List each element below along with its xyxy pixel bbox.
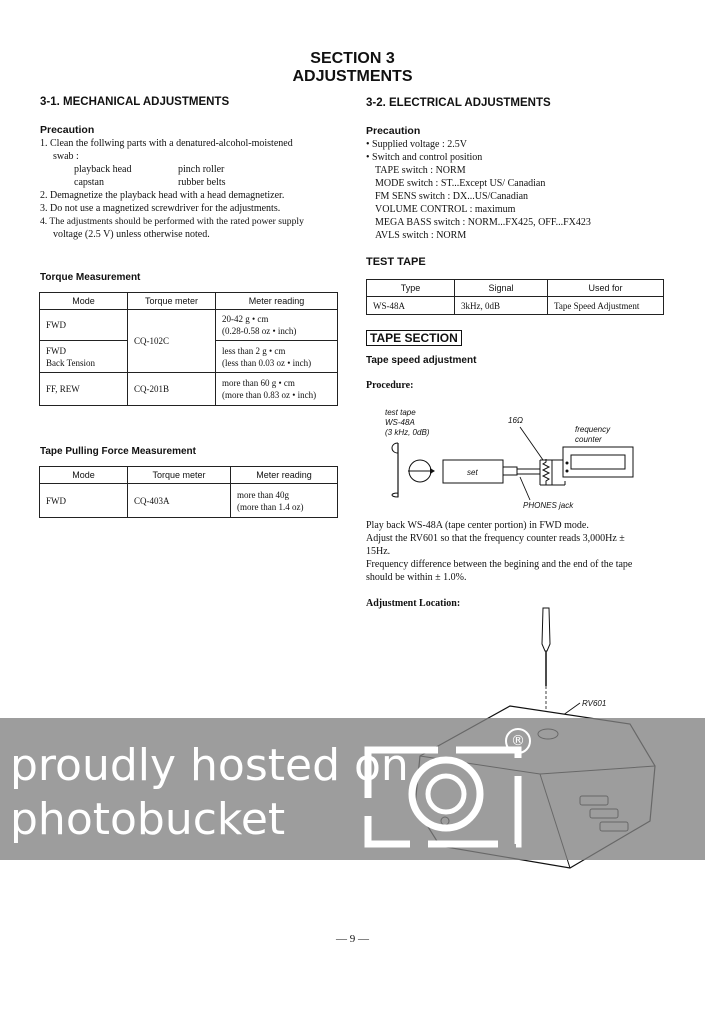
torque-mode-fwd-back [40,341,128,373]
part-capstan: capstan [74,177,104,188]
precaution-heading-left: Precaution [40,124,95,136]
diagram-label-counter-1: frequency [575,425,611,434]
torque-measurement-heading: Torque Measurement [40,272,141,283]
part-pinch-roller: pinch roller [178,164,225,175]
torque-reading-1 [216,310,338,341]
precaution-line: TAPE switch : NORM [375,165,466,176]
screwdriver-handle [542,608,550,651]
reading-value-imperial: (less than 0.03 oz • inch) [222,357,312,368]
torque-meter-cq201b: CQ-201B [128,373,216,406]
watermark-line-2: photobucket [10,794,286,845]
test-tape-table [366,279,664,315]
resistor-pointer-line [520,427,543,460]
diagram-label-tape-2: WS-48A [385,418,415,427]
torque-reading-2 [216,341,338,373]
precaution-item-1-cont: swab : [53,151,79,162]
counter-terminal-bottom [566,470,569,473]
precaution-line: MODE switch : ST...Except US/ Canadian [375,178,546,189]
procedure-para-2: Adjust the RV601 so that the frequency counter reads 3,000Hz ± [366,533,625,544]
parts-row-2 [40,176,345,189]
table-row [367,297,664,315]
electrical-adjustments-heading: 3-2. ELECTRICAL ADJUSTMENTS [366,97,551,109]
precaution-item-4: 4. The adjustments should be performed with the rated power supply [40,216,304,227]
photobucket-logo-icon [358,732,528,852]
tape-insert-arrowhead [430,468,435,474]
precaution-line: • Supplied voltage : 2.5V [366,139,467,150]
pulling-col-mode: Mode [40,467,128,484]
frequency-counter-display [571,455,625,469]
torque-reading-3 [216,373,338,406]
reading-value: more than 40g [237,489,289,500]
part-rubber-belts: rubber belts [178,177,226,188]
reading-value: less than 2 g • cm [222,345,286,356]
reading-value-imperial: (more than 0.83 oz • inch) [222,390,317,400]
table-row [40,484,338,518]
pulling-table-header [40,467,338,484]
precaution-item-1: 1. Clean the follwing parts with a denatured-alcohol-moistened [40,138,293,149]
reading-value-imperial: (0.28-0.58 oz • inch) [222,326,297,336]
torque-table-header [40,293,338,310]
torque-col-reading: Meter reading [216,293,338,310]
part-playback-head: playback head [74,164,132,175]
test-tape-col-type: Type [367,280,455,297]
diagram-label-jack: PHONES jack [523,501,574,510]
tape-speed-connection-diagram [380,405,650,515]
diagram-label-tape-1: test tape [385,408,416,417]
counter-terminal-top [566,462,569,465]
test-tape-signal: 3kHz, 0dB [455,297,548,315]
page-number: — 9 — [336,933,369,945]
rv601-label: RV601 [582,699,607,708]
diagram-label-resistor: 16Ω [508,416,523,425]
tape-section-heading [366,331,462,345]
pulling-col-meter: Torque meter [128,467,231,484]
torque-mode-ff-rew: FF, REW [40,373,128,406]
resistor-symbol [543,459,549,485]
procedure-para-2-cont: 15Hz. [366,546,391,557]
mode-value: FWD [46,345,66,356]
registered-mark: ® [505,728,531,754]
procedure-para-1: Play back WS-48A (tape center portion) in FWD mode. [366,520,589,531]
reading-value: 20-42 g • cm [222,314,269,324]
mechanical-precaution-list [40,137,345,241]
set-label: set [467,468,478,477]
tape-section-label: TAPE SECTION [366,330,462,346]
electrical-precaution-list [366,138,676,242]
test-tape-type: WS-48A [367,297,455,315]
reading-value-imperial: (more than 1.4 oz) [237,501,304,512]
precaution-line: VOLUME CONTROL : maximum [375,204,516,215]
jack-pointer-line [520,477,530,500]
table-row [40,310,338,341]
precaution-item-2: 2. Demagnetize the playback head with a head demagnetizer. [40,190,285,201]
reading-value: more than 60 g • cm [222,378,295,388]
adjustment-location-label: Adjustment Location: [366,598,461,609]
logo-lens-outer [412,760,480,828]
procedure-para-3-cont: should be within ± 1.0%. [366,572,467,583]
precaution-line: AVLS switch : NORM [375,230,467,241]
tape-speed-subheading: Tape speed adjustment [366,355,477,366]
test-tape-col-used: Used for [548,280,664,297]
precaution-line: MEGA BASS switch : NORM...FX425, OFF...FX423 [375,217,591,228]
section-number: SECTION 3 [310,50,395,67]
pulling-force-heading: Tape Pulling Force Measurement [40,446,196,457]
test-tape-header [367,280,664,297]
torque-mode-fwd: FWD [40,310,128,341]
test-tape-used: Tape Speed Adjustment [548,297,664,315]
logo-lens-inner [428,776,464,812]
procedure-label: Procedure: [366,380,414,391]
precaution-line: FM SENS switch : DX...US/Canadian [375,191,529,202]
precaution-heading-right: Precaution [366,125,421,137]
watermark-line-1: proudly hosted on [10,740,409,791]
test-tape-heading: TEST TAPE [366,256,426,268]
pulling-col-reading: Meter reading [231,467,338,484]
diagram-label-tape-3: (3 kHz, 0dB) [385,428,430,437]
precaution-item-3: 3. Do not use a magnetized screwdriver for the adjustments. [40,203,281,214]
torque-meter-cq102c: CQ-102C [128,310,216,373]
parts-row-1 [40,163,345,176]
watermark-band [0,718,705,860]
torque-table [39,292,338,406]
precaution-item-4-cont: voltage (2.5 V) unless otherwise noted. [53,229,210,240]
table-row [40,373,338,406]
procedure-text [366,519,676,584]
torque-col-meter: Torque meter [128,293,216,310]
tape-bracket-shape [392,443,398,497]
section-title: ADJUSTMENTS [292,68,413,85]
diagram-label-counter-2: counter [575,435,602,444]
pulling-meter: CQ-403A [128,484,231,518]
phones-plug [503,467,517,475]
test-tape-col-signal: Signal [455,280,548,297]
mechanical-adjustments-heading: 3-1. MECHANICAL ADJUSTMENTS [40,96,230,108]
precaution-line: • Switch and control position [366,152,483,163]
torque-col-mode: Mode [40,293,128,310]
procedure-para-3: Frequency difference between the begining and the end of the tape [366,559,633,570]
pulling-reading [231,484,338,518]
mode-value-sub: Back Tension [46,357,95,368]
pulling-mode: FWD [40,484,128,518]
pulling-force-table [39,466,338,518]
